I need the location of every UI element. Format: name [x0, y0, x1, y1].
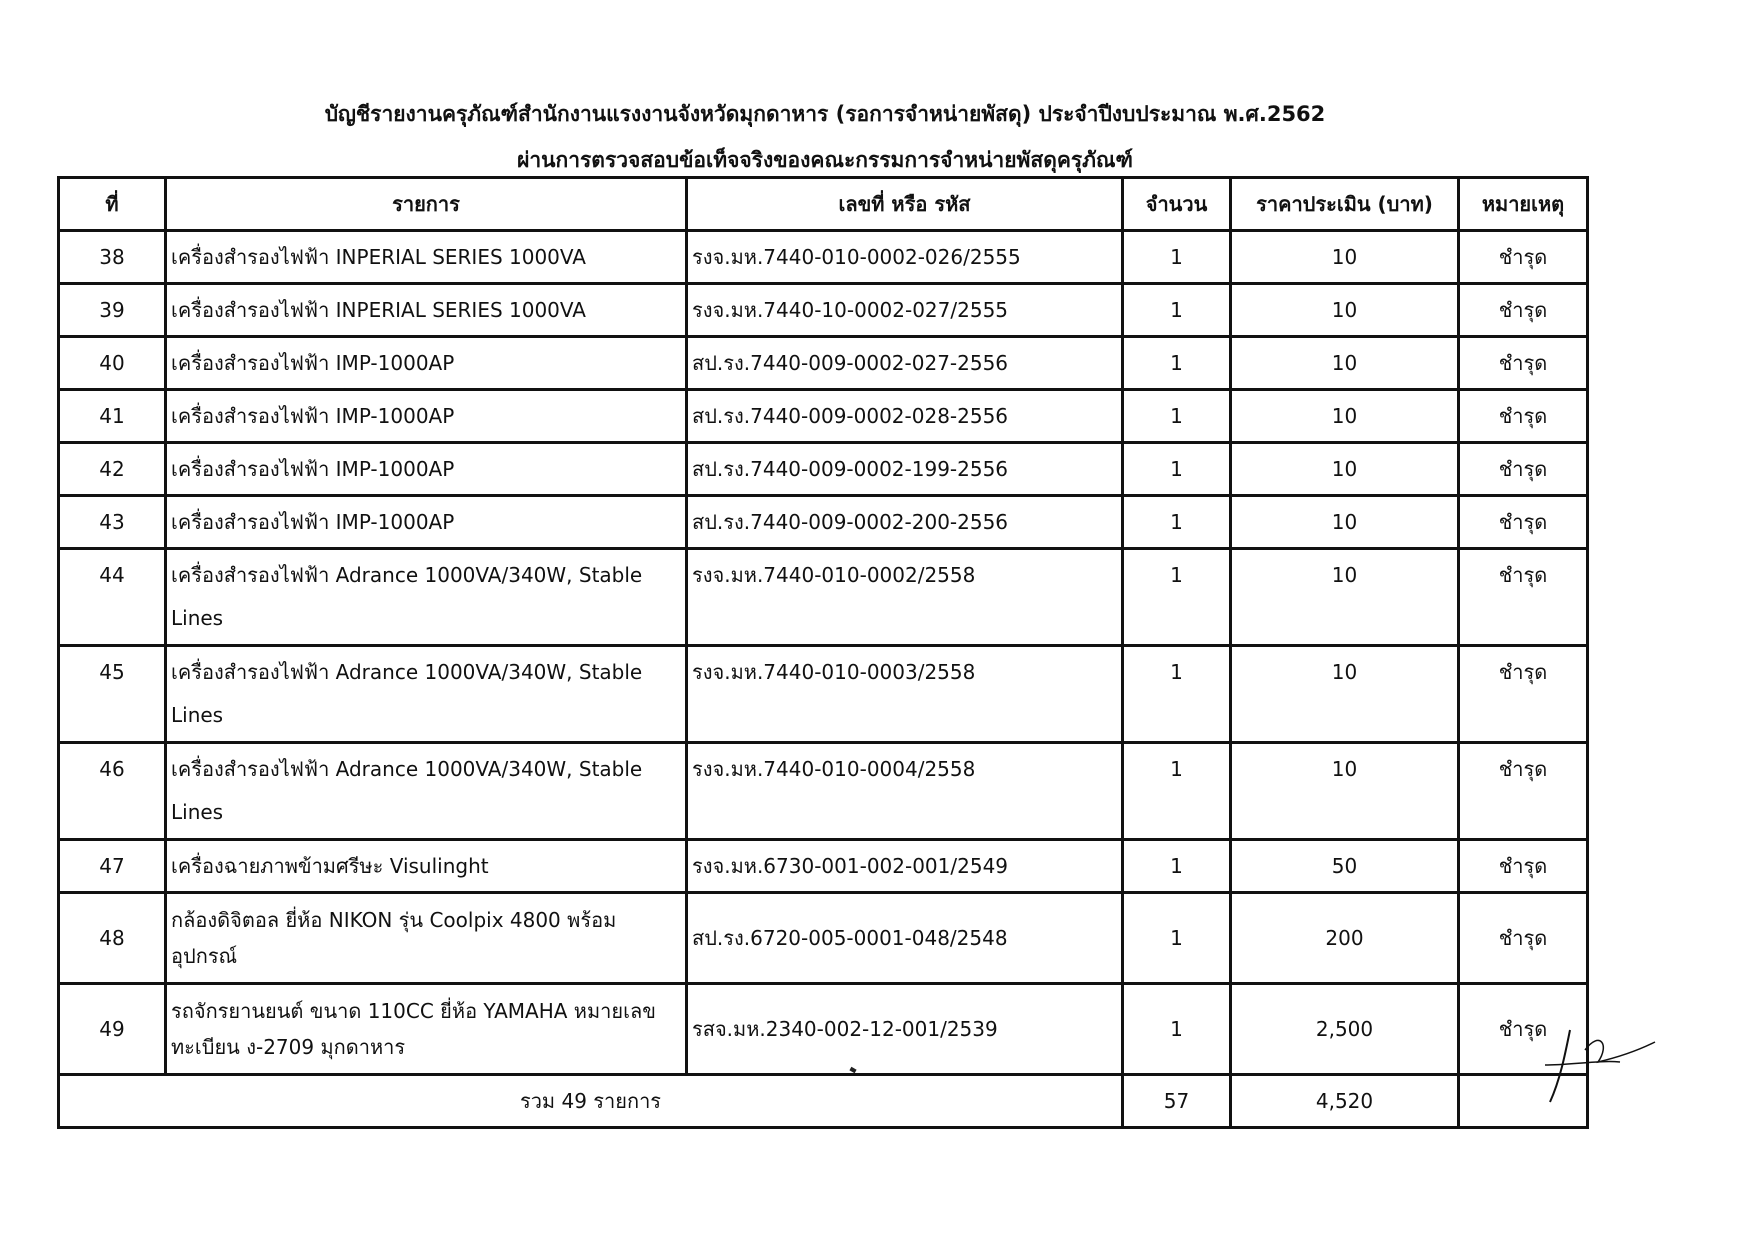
row-no: 44 [59, 549, 166, 646]
row-item: กล้องดิจิตอล ยี่ห้อ NIKON รุ่น Coolpix 4800 พร้อม อุปกรณ์ [166, 893, 687, 984]
row-remark: ชำรุด [1459, 743, 1588, 840]
table-header [59, 178, 1588, 231]
row-item: เครื่องสำรองไฟฟ้า Adrance 1000VA/340W, Stable Lines [166, 743, 687, 840]
row-remark: ชำรุด [1459, 496, 1588, 549]
total-row [59, 1075, 1588, 1128]
row-no: 38 [59, 231, 166, 284]
row-remark: ชำรุด [1459, 646, 1588, 743]
row-no: 47 [59, 840, 166, 893]
row-code: สป.รง.7440-009-0002-027-2556 [687, 337, 1123, 390]
row-qty: 1 [1123, 337, 1231, 390]
row-no: 42 [59, 443, 166, 496]
table-row [59, 549, 1588, 646]
row-no: 43 [59, 496, 166, 549]
row-qty: 1 [1123, 743, 1231, 840]
row-price: 2,500 [1231, 984, 1459, 1075]
row-remark: ชำรุด [1459, 443, 1588, 496]
row-price: 10 [1231, 496, 1459, 549]
row-item: เครื่องสำรองไฟฟ้า IMP-1000AP [166, 496, 687, 549]
row-price: 10 [1231, 231, 1459, 284]
row-price: 10 [1231, 646, 1459, 743]
row-price: 10 [1231, 743, 1459, 840]
row-price: 50 [1231, 840, 1459, 893]
row-qty: 1 [1123, 284, 1231, 337]
row-qty: 1 [1123, 443, 1231, 496]
row-remark: ชำรุด [1459, 893, 1588, 984]
row-code: สป.รง.7440-009-0002-199-2556 [687, 443, 1123, 496]
table-row [59, 284, 1588, 337]
row-code: รงจ.มห.7440-010-0004/2558 [687, 743, 1123, 840]
row-remark: ชำรุด [1459, 840, 1588, 893]
row-price: 10 [1231, 284, 1459, 337]
inventory-table [57, 176, 1589, 1129]
row-qty: 1 [1123, 646, 1231, 743]
row-code: รงจ.มห.7440-10-0002-027/2555 [687, 284, 1123, 337]
row-price: 10 [1231, 443, 1459, 496]
row-price: 10 [1231, 549, 1459, 646]
row-qty: 1 [1123, 496, 1231, 549]
table-row [59, 231, 1588, 284]
header-code: เลขที่ หรือ รหัส [687, 178, 1123, 231]
row-item: เครื่องสำรองไฟฟ้า Adrance 1000VA/340W, Stable Lines [166, 549, 687, 646]
row-remark: ชำรุด [1459, 390, 1588, 443]
header-no: ที่ [59, 178, 166, 231]
signature-mark [1540, 1010, 1660, 1110]
row-qty: 1 [1123, 893, 1231, 984]
table-row [59, 496, 1588, 549]
row-no: 48 [59, 893, 166, 984]
row-price: 200 [1231, 893, 1459, 984]
header-price: ราคาประเมิน (บาท) [1231, 178, 1459, 231]
row-qty: 1 [1123, 984, 1231, 1075]
row-no: 45 [59, 646, 166, 743]
row-item: เครื่องสำรองไฟฟ้า INPERIAL SERIES 1000VA [166, 284, 687, 337]
table-row [59, 840, 1588, 893]
row-code: รสจ.มห.2340-002-12-001/2539 [687, 984, 1123, 1075]
row-qty: 1 [1123, 231, 1231, 284]
row-code: สป.รง.6720-005-0001-048/2548 [687, 893, 1123, 984]
row-no: 40 [59, 337, 166, 390]
table-row [59, 984, 1588, 1075]
row-item: เครื่องสำรองไฟฟ้า Adrance 1000VA/340W, Stable Lines [166, 646, 687, 743]
row-no: 41 [59, 390, 166, 443]
table-body [59, 231, 1588, 1128]
table-row [59, 893, 1588, 984]
row-code: รงจ.มห.7440-010-0002/2558 [687, 549, 1123, 646]
total-qty: 57 [1123, 1075, 1231, 1128]
table-row [59, 646, 1588, 743]
row-price: 10 [1231, 390, 1459, 443]
table-row [59, 337, 1588, 390]
row-no: 46 [59, 743, 166, 840]
row-no: 39 [59, 284, 166, 337]
header-qty: จำนวน [1123, 178, 1231, 231]
row-remark: ชำรุด [1459, 549, 1588, 646]
table-row [59, 443, 1588, 496]
row-item: เครื่องสำรองไฟฟ้า INPERIAL SERIES 1000VA [166, 231, 687, 284]
header-item: รายการ [166, 178, 687, 231]
row-remark: ชำรุด [1459, 984, 1588, 1075]
document-title: บัญชีรายงานครุภัณฑ์สำนักงานแรงงานจังหวัดมุกดาหาร (รอการจำหน่ายพัสดุ) ประจำปีงบประมาณ พ.ศ.2562 [324, 102, 1326, 126]
total-price: 4,520 [1231, 1075, 1459, 1128]
row-no: 49 [59, 984, 166, 1075]
row-qty: 1 [1123, 390, 1231, 443]
row-remark: ชำรุด [1459, 337, 1588, 390]
row-code: รงจ.มห.7440-010-0003/2558 [687, 646, 1123, 743]
header-remark: หมายเหตุ [1459, 178, 1588, 231]
table-row [59, 743, 1588, 840]
document-subtitle: ผ่านการตรวจสอบข้อเท็จจริงของคณะกรรมการจำหน่ายพัสดุครุภัณฑ์ [517, 148, 1133, 172]
row-code: รงจ.มห.7440-010-0002-026/2555 [687, 231, 1123, 284]
row-code: สป.รง.7440-009-0002-028-2556 [687, 390, 1123, 443]
row-item: เครื่องสำรองไฟฟ้า IMP-1000AP [166, 443, 687, 496]
row-remark: ชำรุด [1459, 231, 1588, 284]
row-item: เครื่องสำรองไฟฟ้า IMP-1000AP [166, 337, 687, 390]
row-remark: ชำรุด [1459, 284, 1588, 337]
row-item: เครื่องฉายภาพข้ามศรีษะ Visulinght [166, 840, 687, 893]
total-label: รวม 49 รายการ [59, 1075, 1123, 1128]
row-item: เครื่องสำรองไฟฟ้า IMP-1000AP [166, 390, 687, 443]
row-code: รงจ.มห.6730-001-002-001/2549 [687, 840, 1123, 893]
row-price: 10 [1231, 337, 1459, 390]
table-row [59, 390, 1588, 443]
row-item: รถจักรยานยนต์ ขนาด 110CC ยี่ห้อ YAMAHA หมายเลข ทะเบียน ง-2709 มุกดาหาร [166, 984, 687, 1075]
row-code: สป.รง.7440-009-0002-200-2556 [687, 496, 1123, 549]
row-qty: 1 [1123, 549, 1231, 646]
row-qty: 1 [1123, 840, 1231, 893]
